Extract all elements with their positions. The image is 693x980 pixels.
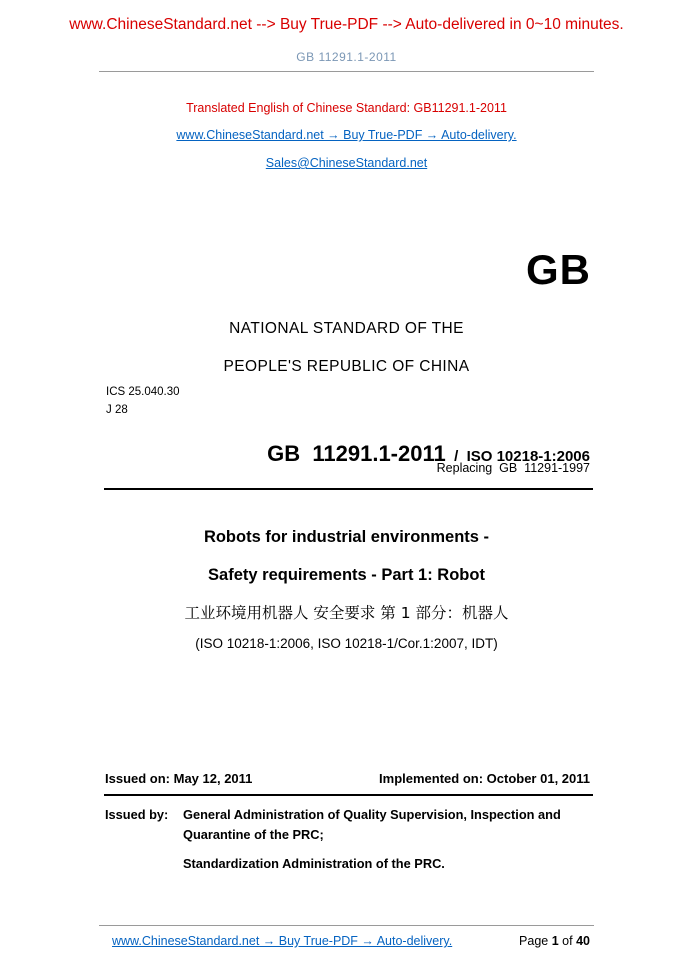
dates-divider bbox=[104, 794, 593, 796]
title-english-line-2: Safety requirements - Part 1: Robot bbox=[208, 566, 485, 584]
j-classification: J 28 bbox=[106, 404, 128, 416]
ics-code: ICS 25.040.30 bbox=[106, 386, 180, 398]
issued-by-block bbox=[105, 805, 593, 874]
gb-logo: GB bbox=[526, 246, 591, 293]
header-doc-code: GB 11291.1-2011 bbox=[296, 50, 397, 64]
header-divider bbox=[99, 71, 594, 72]
footer-divider bbox=[99, 925, 594, 926]
standard-code-main: GB 11291.1-2011 bbox=[267, 441, 446, 466]
translated-standard-line: Translated English of Chinese Standard: GB11291.1-2011 bbox=[186, 101, 507, 115]
footer-buy-link[interactable]: www.ChineseStandard.net → Buy True-PDF → Auto-delivery. bbox=[112, 934, 453, 948]
page-indicator bbox=[519, 934, 590, 948]
national-standard-line-1: NATIONAL STANDARD OF THE bbox=[229, 320, 464, 337]
sales-email-link[interactable]: Sales@ChineseStandard.net bbox=[265, 156, 428, 170]
page-label: Page bbox=[519, 934, 549, 948]
promo-banner: www.ChineseStandard.net --> Buy True-PDF --> Auto-delivered in 0~10 minutes. bbox=[69, 16, 624, 33]
national-standard-line-2: PEOPLE'S REPUBLIC OF CHINA bbox=[223, 358, 470, 375]
issued-by-row-1 bbox=[105, 805, 593, 825]
main-divider bbox=[104, 488, 593, 490]
standard-code bbox=[249, 423, 590, 485]
footer bbox=[112, 934, 590, 948]
email-line bbox=[0, 156, 693, 170]
of-label: of bbox=[562, 934, 573, 948]
title-english-line-1: Robots for industrial environments - bbox=[203, 528, 490, 546]
buy-link-line bbox=[0, 128, 693, 142]
iso-idt-reference: (ISO 10218-1:2006, ISO 10218-1/Cor.1:2007, IDT) bbox=[195, 636, 498, 651]
issued-by-label: Issued by: bbox=[105, 807, 169, 822]
standard-code-iso: / ISO 10218-1:2006 bbox=[445, 448, 590, 465]
issued-on-date: Issued on: May 12, 2011 bbox=[105, 771, 253, 786]
title-chinese: 工业环境用机器人 安全要求 第 1 部分：机器人 bbox=[184, 604, 509, 622]
chinesestandard-buy-link[interactable]: www.ChineseStandard.net → Buy True-PDF → Auto-delivery. bbox=[176, 128, 517, 142]
replacing-note: Replacing GB 11291-1997 bbox=[436, 461, 590, 475]
issued-by-line-3: Standardization Administration of the PRC. bbox=[183, 855, 445, 871]
page-number: 1 bbox=[551, 934, 559, 948]
dates-row bbox=[105, 771, 590, 786]
implemented-on-date: Implemented on: October 01, 2011 bbox=[379, 771, 590, 786]
issued-by-line-2: Quarantine of the PRC; bbox=[183, 827, 324, 843]
issued-by-line-1: General Administration of Quality Supervision, Inspection and bbox=[183, 807, 561, 822]
total-pages: 40 bbox=[576, 934, 590, 948]
